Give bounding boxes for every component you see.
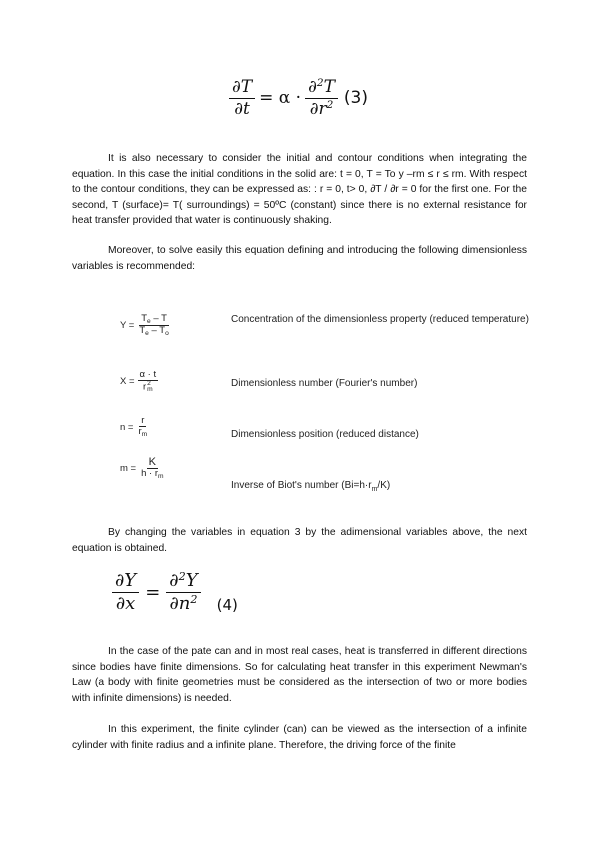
eq4-lhs-num: ∂Y — [112, 571, 139, 593]
eq3-rhs-den-exp: 2 — [326, 98, 334, 111]
variable-n-den-sub: m — [141, 431, 148, 439]
variable-m-equation — [120, 456, 166, 480]
eq3-lhs-fraction — [229, 78, 255, 118]
variable-x-den-base: r — [142, 381, 147, 393]
eq3-rhs-fraction — [305, 78, 338, 118]
eq4-rhs-num-exp: 2 — [178, 569, 186, 583]
eq3-lhs-den: ∂t — [234, 98, 250, 119]
eq3-rhs-num-exp: 2 — [316, 77, 324, 90]
variable-m-desc-main: Inverse of Biot's number (Bi=h·r — [231, 480, 372, 491]
paragraph-conditions-text: It is also necessary to consider the initial and contour conditions when integrating the equation. In this case the initial conditions in the solid are: t = 0, T = To y –rm ≤ r ≤ rm. With respect to the contour conditions, they can be expressed as: : r = 0, t> 0, ∂T / ∂r = 0 for the first one. For the second, T (surface)= T( surroundings) = 50ºC (constant) since there is no external resistance for heat transfer provided that water is continuously shaking. — [72, 153, 527, 227]
variable-n-fraction — [136, 416, 149, 439]
variable-x-fraction — [138, 370, 159, 393]
eq3-label: (3) — [343, 88, 369, 109]
equation-4 — [112, 570, 238, 614]
eq3-alpha: = α · — [259, 88, 302, 109]
eq3-rhs-den — [307, 99, 337, 119]
variable-y-description: Concentration of the dimensionless property (reduced temperature) — [231, 314, 529, 325]
paragraph-newman-law — [72, 644, 527, 706]
eq3-rhs-num-var: T — [323, 77, 335, 97]
variable-y-den-b: – T — [148, 325, 166, 337]
variable-m-lhs: m = — [120, 462, 137, 474]
variable-x-den-sub: m — [147, 386, 153, 394]
eq3-rhs-num-base: ∂ — [308, 77, 317, 97]
variable-x-den-subsup — [147, 381, 153, 393]
paragraph-dimensionless-intro-text: Moreover, to solve easily this equation defining and introducing the following dimensionless variables is recommended: — [72, 245, 527, 272]
equation-3 — [229, 78, 368, 118]
variable-n-den-base: r — [138, 426, 142, 438]
variable-n-num: r — [141, 415, 145, 426]
variable-y-fraction — [137, 314, 170, 338]
variable-y-den-a-sub: e — [145, 330, 149, 338]
eq4-lhs-fraction — [112, 571, 139, 614]
variable-m-fraction — [139, 456, 165, 480]
variable-y-num-a-sub: e — [147, 317, 151, 325]
variable-m-den — [139, 469, 165, 480]
paragraph-dimensionless-intro — [72, 243, 527, 274]
variable-y-den-b-sub: o — [165, 330, 169, 338]
eq4-rhs-den — [166, 593, 200, 614]
paragraph-conditions — [72, 151, 527, 229]
variable-n-equation — [120, 416, 149, 439]
variable-y-lhs: Y = — [120, 320, 135, 332]
variable-n-description: Dimensionless position (reduced distance) — [231, 429, 419, 440]
variable-m-num: K — [148, 456, 156, 468]
paragraph-variable-change — [72, 525, 527, 556]
variable-y-den — [137, 326, 170, 337]
variable-y-den-a: T — [139, 325, 146, 337]
variable-m-den-sub: m — [158, 473, 164, 481]
paragraph-variable-change-text: By changing the variables in equation 3 by the adimensional variables above, the next equation is obtained. — [72, 527, 527, 554]
variable-n-den — [136, 427, 149, 438]
variable-x-den — [141, 381, 155, 393]
eq4-rhs-den-base: ∂n — [169, 592, 191, 614]
eq4-label: (4) — [216, 596, 238, 614]
eq4-rhs-den-exp: 2 — [190, 592, 198, 606]
variable-n-lhs: n = — [120, 421, 134, 433]
variable-x-den-sup: 2 — [147, 380, 151, 388]
eq3-rhs-den-base: ∂r — [309, 98, 327, 119]
eq4-lhs-den: ∂x — [115, 592, 136, 614]
eq4-equals: = — [145, 581, 161, 603]
eq4-rhs-num-var: Y — [185, 569, 198, 591]
variable-x-lhs: X = — [120, 376, 135, 388]
variable-x-equation — [120, 370, 158, 393]
eq4-rhs-num — [166, 571, 200, 593]
variable-y-num-b: – T — [150, 313, 167, 324]
variable-m-desc-sub: m — [371, 486, 378, 493]
variable-m-desc-end: /K) — [377, 480, 391, 491]
variable-m-description — [231, 480, 531, 497]
paragraph-newman-law-text: In the case of the pate can and in most real cases, heat is transferred in different directions since bodies have finite dimensions. So for calculating heat transfer in this experiment Newman's Law (a body with finite geometries must be considered as the intersection of two or more bodies with infinite dimensions) is needed. — [72, 646, 527, 704]
variable-x-num: α · t — [139, 369, 157, 380]
eq4-rhs-fraction — [166, 571, 200, 614]
paragraph-finite-cylinder — [72, 722, 527, 753]
eq3-lhs-num: ∂T — [229, 78, 255, 99]
variable-y-num-a: T — [141, 313, 148, 324]
variable-m-den-base: h · r — [141, 468, 158, 480]
eq3-rhs-num — [305, 78, 338, 99]
eq4-rhs-num-base: ∂ — [169, 569, 179, 591]
variable-y-equation — [120, 314, 171, 338]
paragraph-finite-cylinder-text: In this experiment, the finite cylinder (can) can be viewed as the intersection of a infinite cylinder with finite radius and a infinite plane. Therefore, the driving force of the finite — [72, 724, 527, 751]
variable-x-description: Dimensionless number (Fourier's number) — [231, 378, 418, 389]
